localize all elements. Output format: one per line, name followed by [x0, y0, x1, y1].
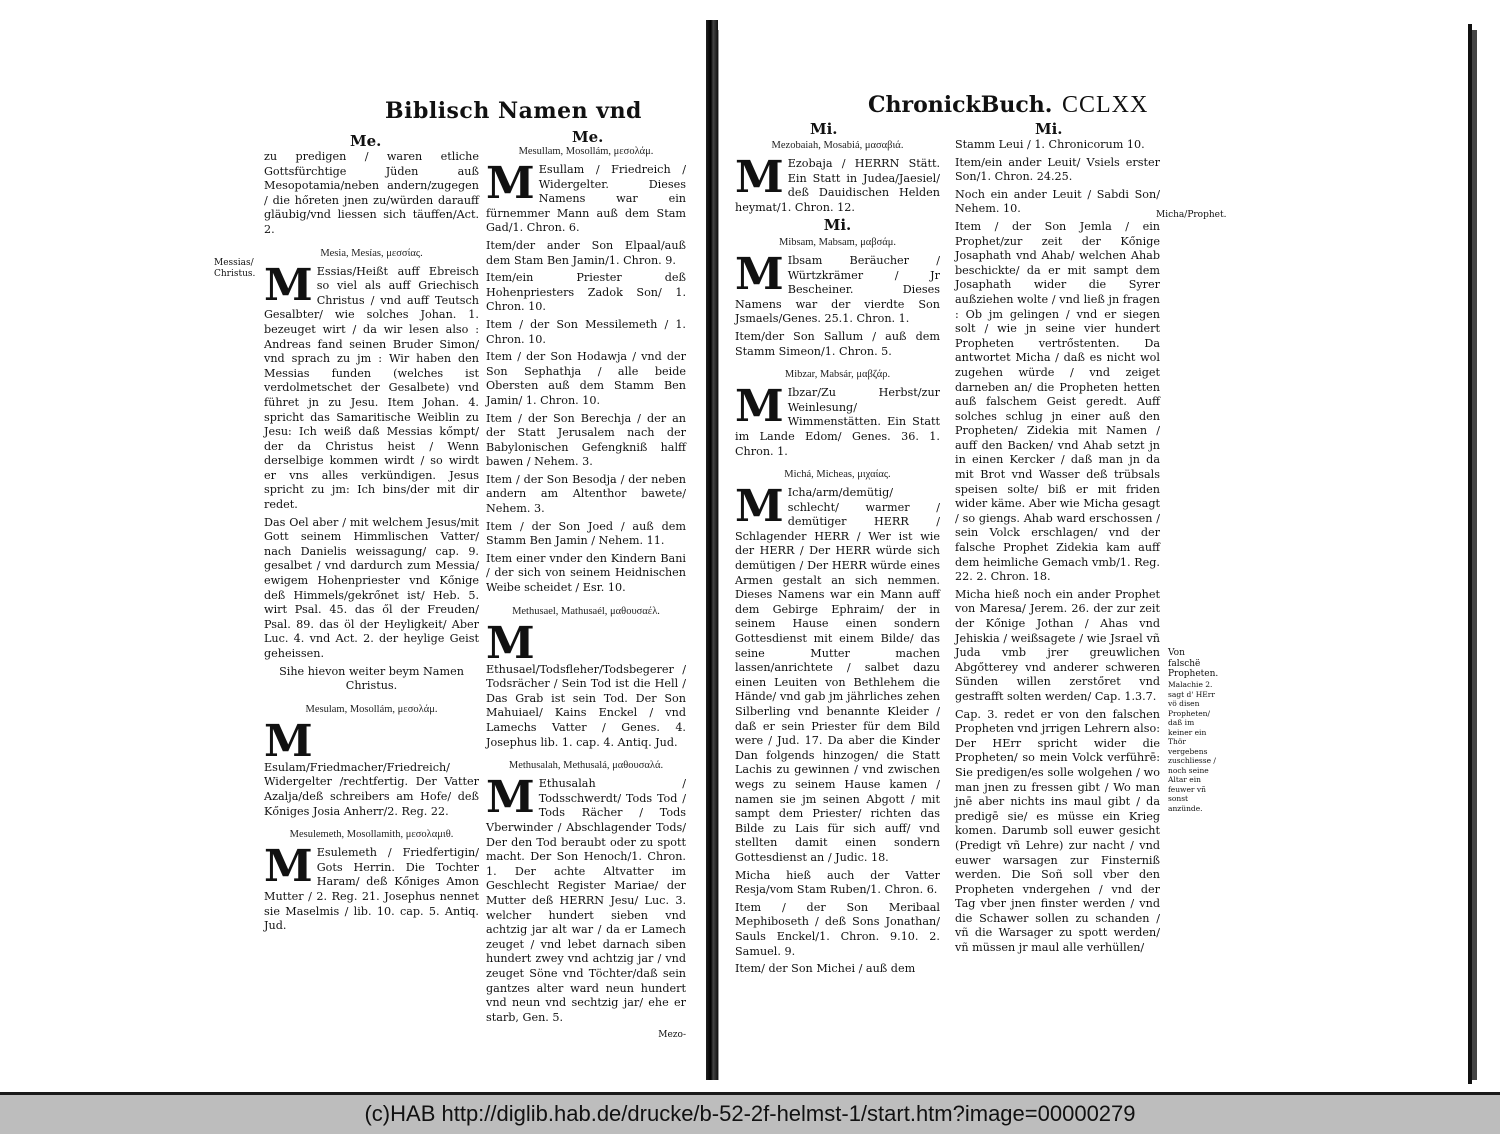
paragraph: [735, 248, 940, 327]
entry-title: Mesulemeth, Mosollamith, μεσολαμιθ.: [289, 829, 454, 841]
paragraph: Item / der Son Hodawja / vnd der Son Sephathja / alle beide Obersten auß dem Stamm Ben Jamin/ 1. Chron. 10.: [486, 350, 686, 407]
paragraph: Item/ein Priester deß Hohenpriesters Zadok Son/ 1. Chron. 10.: [486, 271, 686, 314]
marginal-note: Micha/Prophet.: [1156, 210, 1227, 220]
paragraph: Item/ der Son Michei / auß dem: [735, 962, 916, 976]
drop-cap: M: [486, 617, 535, 669]
entry-title: Methusael, Mathusaél, μαθουσαέλ.: [512, 605, 660, 617]
paragraph: [735, 381, 940, 459]
paragraph: Item/der Son Sallum / auß dem Stamm Simeon/1. Chron. 5.: [735, 329, 940, 358]
drop-cap: M: [735, 381, 784, 433]
paragraph: Item/der ander Son Elpaal/auß dem Stam Ben Jamin/1. Chron. 9.: [486, 238, 686, 267]
folio-number: CCLXX: [1062, 92, 1149, 118]
paragraph: [735, 152, 940, 215]
book-gutter: [706, 20, 718, 1080]
paragraph: Item / der Son Berechja / der an der Statt Jerusalem nach der Babylonischen Gefengkniß halff bawen / Nehem. 3.: [486, 411, 686, 469]
paragraph: Noch ein ander Leuit / Sabdi Son/ Nehem. 10.: [955, 187, 1160, 216]
attribution-text: (c)HAB http://diglib.hab.de/drucke/b-52-2f-helmst-1/start.htm?image=00000279: [364, 1101, 1136, 1126]
paragraph-text: Ezobaja / HERRN Stätt. Ein Statt in Judea/Jaesiel/ deß Dauidischen Helden heymat/1. Chron. 12.: [735, 157, 940, 214]
paragraph: Micha hieß noch ein ander Prophet von Maresa/ Jerem. 26. der zur zeit der Kőnige Jothan / Ahas vnd Jehiskia / weißsagete / wie Jsrael vñ Juda vmb jrer greuwlichen Abgőtterey vnd anderer schweren Sünden willen zerstőret vnd gestrafft solten werden/ Cap. 1.3.7.: [955, 587, 1160, 703]
paragraph: Item / der Son Besodja / der neben andern am Altenthor bawete/ Nehem. 3.: [486, 472, 686, 516]
paragraph-text: Esulemeth / Friedfertigin/ Gots Herrin. Die Tochter Haram/ deß Kőniges Amon Mutter / 2. Reg. 21. Josephus nennet sie Maselmis / lib. 10. cap. 5. Antiq. Jud.: [264, 846, 479, 933]
paragraph: Sihe hievon weiter beym Namen Christus.: [279, 664, 464, 693]
running-title-left: Biblisch Namen vnd: [385, 98, 642, 124]
paragraph-text: Esullam / Friedreich / Widergelter. Dieses Namens war ein fürnemmer Mann auß dem Stam Gad/1. Chron. 6.: [486, 163, 686, 235]
paragraph: [486, 617, 686, 751]
paragraph: [264, 715, 479, 819]
paragraph: Item / der Son Meribaal Mephiboseth / deß Sons Jonathan/ Sauls Enckel/1. Chron. 9.10. 2. Samuel. 9.: [735, 900, 940, 958]
marginal-note: Messias/ Christus.: [214, 258, 256, 279]
marginal-note: Malachie 2. sagt d' HErr vö disen Propheten/ daß im keiner ein Thör vergebens zuschliesse / noch seine Altar ein feuwer vñ sonst anzünde.: [1168, 680, 1216, 813]
paragraph-text: Esulam/Friedmacher/Friedreich/ Widergelter /rechtfertig. Der Vatter Azalja/deß schreibers am Hofe/ deß Kőniges Josia Anherr/2. Reg. 22.: [264, 760, 479, 818]
column-head-1: Me.: [350, 132, 382, 150]
paragraph: Item / der Son Messilemeth / 1. Chron. 10.: [486, 317, 686, 346]
entry-title: Mezobaiah, Mosabiá, μασαβιά.: [771, 140, 904, 151]
page-frame-edge: [1468, 24, 1472, 1084]
entry-title: Mibzar, Mabsár, μαβζάρ.: [784, 369, 891, 381]
marginal-note: Von falschë Propheten.: [1168, 648, 1219, 679]
entry-title: Mibsam, Mabsam, μαβσάμ.: [779, 236, 896, 248]
column-head-4: Mi.: [1035, 120, 1063, 138]
paragraph-text: Ibzar/Zu Herbst/zur Weinlesung/ Wimmenstätten. Ein Statt im Lande Edom/ Genes. 36. 1. Chron. 1.: [735, 386, 940, 458]
column-head-2: Me.: [572, 128, 604, 146]
running-title-right: ChronickBuch.: [868, 92, 1053, 118]
column-head-3: Mi.: [810, 120, 838, 138]
catchword: Mezo-: [658, 1030, 686, 1041]
paragraph: [264, 259, 479, 513]
paragraph-text: Essias/Heißt auff Ebreisch so viel als auff Griechisch Christus / vnd auff Teutsch Gesalbter/ wie solches Johan. 1. bezeuget wirt / da wir lesen also : Andreas fand seinen Bruder Simon/ vnd sprach zu jm : Wir haben den Messias funden (welches ist verdolmetschet der Gesalbete) vnd führet jn zu Jesu. Item Johan. 4. spricht das Samaritische Weiblin zu Jesu: Ich weiß daß Messias kőmpt/ der da Christus heist / Wenn derselbige kommen wirdt / so wirdt er vns alles verkündigen. Jesus spricht zu jm: Ich bins/der mit dir redet.: [264, 264, 479, 512]
text-column-1: [264, 150, 479, 937]
paragraph: Das Oel aber / mit welchem Jesus/mit Gott seinem Himmlischen Vatter/ nach Danielis weissagung/ cap. 9. gesalbet / vnd dardurch zum Messia/ ewigem Hohenpriester vnd Kőnige deß Himmels/gekrőnet ist/ Heb. 5. wirt Psal. 45. das ől der Freuden/ Psal. 89. das öl der Heyligkeit/ Aber Luc. 4. vnd Act. 2. der heylige Geist geheissen.: [264, 515, 479, 660]
drop-cap: M: [735, 481, 784, 533]
entry-title: Mesia, Mesías, μεσσίας.: [320, 247, 423, 259]
entry-title: Mesullam, Mosollám, μεσολάμ.: [518, 146, 654, 157]
paragraph-text: Ethusalah / Todsschwerdt/ Tods Tod / Tods Rächer / Tods Vberwinder / Abschlagender Tods/ Der den Tod beraubt oder zu spott macht. Der Son Henoch/1. Chron. 1. Der achte Altvatter im Geschlecht Register Mariae/ der Mutter deß HERRN Jesu/ Luc. 3. welcher hundert sieben vnd achtzig jar alt war / da er Lamech zeuget / vnd lebet darnach siben hundert zwey vnd achtzig jar / vnd zeuget Söne vnd Töchter/daß sein gantzes alter ward neun hundert vnd neun vnd sechtzig jar/ ehe er starb, Gen. 5.: [486, 777, 686, 1024]
paragraph-text: Icha/arm/demütig/ schlecht/ warmer / demütiger HERR / Schlagender HERR / Wer ist wie der HERR / Der HERR würde sich demütigen / Der HERR würde eines Armen gestalt an sich nemmen. Dieses Namens war ein Mann auff dem Gebirge Ephraim/ der in seinem Hause einen sondern Gottesdienst mit einem Bilde/ das seine Mutter machen lassen/anrichtete / salbet dazu einen Leuiten von Bethlehem die Hände/ vnd gab jm jährliches zehen Silberling vnd benannte Kleider / daß er sein Priester für dem Bild were / Jud. 17. Da aber die Kinder Dan folgends hinzogen/ die Statt Lachis zu gewinnen / vnd zwischen wegs zu seinem Hause kamen / namen sie jm seinen Abgott / mit sampt dem Priester/ richten das Bilde zu Lais für sich auff/ vnd stellten damit einen sondern Gottesdienst an / Judic. 18.: [735, 486, 940, 864]
paragraph: Item/ein ander Leuit/ Vsiels erster Son/1. Chron. 24.25.: [955, 155, 1160, 184]
paragraph: Micha hieß auch der Vatter Resja/vom Stam Ruben/1. Chron. 6.: [735, 868, 940, 897]
paragraph-text: Ibsam Beräucher / Würtzkrämer / Jr Bescheiner. Dieses Namens war der vierdte Son Jsmaels/Genes. 25.1. Chron. 1.: [735, 253, 940, 326]
drop-cap: M: [735, 248, 784, 300]
paragraph: Item einer vnder den Kindern Bani / der sich von seinem Heidnischen Weibe scheidet / Esr. 10.: [486, 551, 686, 595]
paragraph: Item / der Son Jemla / ein Prophet/zur zeit der Kőnige Josaphath vnd Ahab/ welchen Ahab beschickte/ da er mit sampt dem Josaphath wider die Syrer außziehen wolte / vnd ließ jn fragen : Ob jm gelingen / vnd er siegen solt / wie jn seine vier hundert Propheten vertrőstenten. Da antwortet Micha / daß es nicht wol zugehen würde / vnd zeiget darneben an/ die Propheten hetten auß falschem Geist geredt. Auff solches schlug jn einer auß den Propheten/ Zidekia mit Namen / auff den Backen/ vnd Ahab setzt jn in einen Kercker / daß man jn da mit Brot vnd Wasser deß trübsals speisen solte/ biß er mit friden wider käme. Aber wie Micha gesagt / so giengs. Ahab ward erschossen / sein Volck erschlagen/ vnd der falsche Prophet Zidekia kam auff dem heimliche Gemach vmb/1. Reg. 22. 2. Chron. 18.: [955, 219, 1160, 584]
column-subhead: Mi.: [823, 216, 852, 235]
entry-title: Methusalah, Methusalá, μαθουσαλά.: [508, 760, 664, 772]
entry-title: Michá, Micheas, μιχαίας.: [784, 469, 891, 481]
drop-cap: M: [264, 841, 313, 893]
paragraph: [264, 841, 479, 934]
paragraph: [486, 158, 686, 236]
drop-cap: M: [264, 715, 313, 767]
text-column-3: [735, 138, 940, 980]
drop-cap: M: [264, 259, 313, 311]
paragraph: Stamm Leui / 1. Chronicorum 10.: [955, 138, 1145, 151]
drop-cap: M: [486, 158, 535, 209]
paragraph: [486, 772, 686, 1025]
paragraph-text: Ethusael/Todsfleher/Todsbegerer / Todsrächer / Sein Tod ist die Hell / Das Grab ist sein Tod. Der Son Mahuiael/ Kains Enckel / vnd Lamechs Vatter / Genes. 4. Josephus lib. 1. cap. 4. Antiq. Jud.: [486, 662, 686, 749]
attribution-bar: [0, 1092, 1500, 1134]
paragraph: Cap. 3. redet er von den falschen Propheten vnd jrrigen Lehrern also: Der HErr spricht wider die Propheten/ so mein Volck verführē: Sie predigen/es solle wolgehen / wo man jnen zu fressen gibt / Wo man jnē aber nichts ins maul gibt / da predigē sie/ es müsse ein Krieg komen. Darumb soll euwer gesicht (Predigt vñ Lehre) zur nacht / vnd euwer warsagen zur Finsterniß werden. Die Soñ soll vber den Propheten vndergehen / vnd der Tag vber jnen finster werden / vnd die Schawer sollen zu schanden / vñ die Warsager zu spott werden/ vñ müssen jr maul alle verhüllen/: [955, 707, 1160, 955]
text-column-4: [955, 138, 1160, 959]
paragraph: Item / der Son Joed / auß dem Stamm Ben Jamin / Nehem. 11.: [486, 519, 686, 548]
drop-cap: M: [735, 152, 784, 203]
text-column-2: [486, 144, 686, 1043]
paragraph: [735, 481, 940, 865]
paragraph: zu predigen / waren etliche Gottsfürchtige Jüden auß Mesopotamia/neben andern/zugegen / die hőreten jnen zu/würden darauff gläubig/vnd liessen sich täuffen/Act. 2.: [264, 150, 479, 236]
entry-title: Mesulam, Mosollám, μεσολάμ.: [305, 703, 438, 715]
drop-cap: M: [486, 772, 535, 824]
